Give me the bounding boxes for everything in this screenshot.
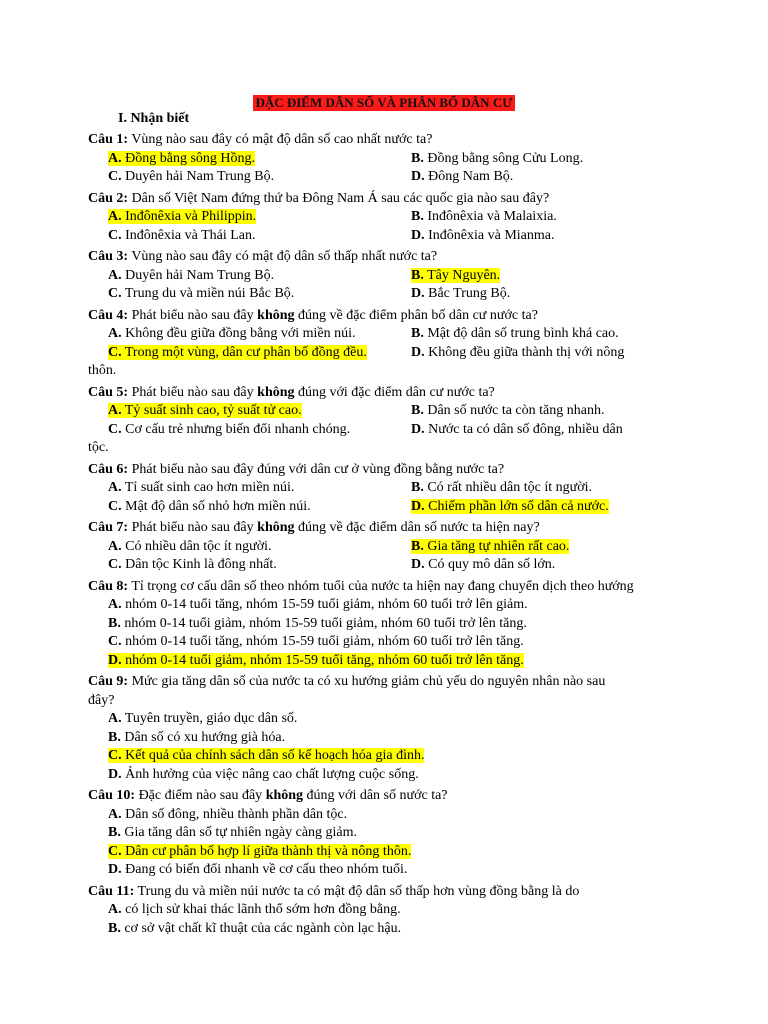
option-text: Dân cư phân bố hợp lí giữa thành thị và nông thôn. [125, 843, 412, 859]
question-keyword: không [257, 307, 295, 323]
answer-option-body [108, 422, 350, 437]
option-letter: C. [108, 286, 122, 301]
option-cell-right [411, 208, 688, 227]
question-text-post: đúng với dân số nước ta? [306, 788, 448, 803]
question-label: Câu 1: [88, 132, 129, 147]
option-row [88, 325, 688, 344]
option-row [88, 766, 688, 785]
option-cell-right [411, 150, 688, 169]
option-cell-right [411, 421, 688, 440]
answer-option [108, 480, 294, 495]
answer-option [108, 825, 357, 840]
option-cell-left [88, 498, 411, 517]
question-text-post: đúng về đặc điểm dân số nước ta hiện nay? [298, 520, 540, 535]
answer-highlight [108, 653, 524, 668]
answer-option-body [108, 499, 311, 514]
answer-option [108, 902, 401, 917]
option-text: Có rất nhiều dân tộc ít người. [427, 480, 593, 495]
option-text: Duyên hải Nam Trung Bộ. [125, 267, 275, 283]
answer-option-body [411, 403, 604, 418]
answer-option [108, 209, 256, 224]
option-letter: C. [108, 498, 122, 514]
question-text-post: đúng về đặc điểm phân bố dân cư nước ta? [298, 307, 538, 323]
option-letter: D. [108, 652, 122, 668]
option-text: Trung du và miền núi Bắc Bộ. [124, 286, 295, 301]
answer-option-body [108, 286, 294, 301]
option-text: Tuyên truyền, giáo dục dân số. [124, 711, 298, 726]
option-row [88, 538, 688, 557]
question-text: Mức gia tăng dân số của nước ta có xu hướng giảm chủ yếu do nguyên nhân nào sau [131, 674, 606, 689]
option-text: Mật độ dân số trung bình khá cao. [427, 326, 619, 341]
answer-option [411, 499, 609, 514]
option-letter: D. [411, 557, 425, 572]
answer-option-body [108, 268, 274, 283]
option-letter: B. [108, 920, 121, 936]
answer-option [108, 616, 527, 631]
question-label: Câu 8: [88, 578, 129, 594]
answer-highlight [411, 539, 569, 554]
option-text: Tây Nguyên. [427, 267, 501, 283]
option-row [88, 920, 688, 939]
answer-option [108, 151, 255, 166]
answer-option-body [411, 151, 583, 166]
option-text: Đồng bằng sông Cửu Long. [427, 150, 584, 166]
answer-option [108, 557, 277, 572]
option-cell-left [88, 479, 411, 498]
question-stem [88, 131, 688, 150]
option-letter: A. [108, 267, 122, 283]
question-label: Câu 7: [88, 520, 129, 535]
option-cell-right [411, 479, 688, 498]
question-stem [88, 248, 688, 267]
answer-option-body [108, 634, 524, 649]
option-row [88, 168, 688, 187]
option-letter: A. [108, 403, 122, 418]
option-letter: B. [411, 538, 424, 554]
option-row [88, 729, 688, 748]
option-letter: A. [108, 538, 122, 554]
option-text: nhóm 0-14 tuổi tăng, nhóm 15-59 tuổi giảm, nhóm 60 tuổi trở lên giảm. [125, 597, 528, 612]
option-cell-left [88, 267, 411, 286]
option-text: Gia tăng dân số tự nhiên ngày càng giảm. [124, 825, 358, 840]
option-letter: C. [108, 421, 122, 437]
question-text-post: đúng với đặc điểm dân cư nước ta? [298, 384, 495, 400]
option-text: Kết quả của chính sách dân số kế hoạch hóa gia đình. [125, 748, 425, 763]
answer-highlight [108, 403, 302, 418]
option-text: Inđônêxia và Mianma. [428, 227, 555, 243]
option-cell-right [411, 267, 688, 286]
option-letter: A. [108, 711, 122, 726]
option-text: Chiếm phần lớn số dân cả nước. [428, 498, 609, 514]
option-text: Đông Nam Bộ. [428, 169, 514, 184]
question-label: Câu 3: [88, 249, 129, 264]
question-keyword: không [257, 520, 295, 535]
option-cell-right [411, 325, 688, 344]
question-block [88, 578, 688, 671]
answer-option [108, 403, 302, 418]
question-text: Vùng nào sau đây có mật độ dân số thấp nhất nước ta? [131, 249, 438, 264]
question-block [88, 384, 688, 458]
option-cell-left [88, 168, 411, 187]
question-block [88, 461, 688, 517]
option-continuation: tộc. [88, 440, 109, 455]
answer-option [108, 499, 311, 514]
option-cell-left [88, 150, 411, 169]
answer-option-body [108, 807, 347, 822]
option-row [88, 479, 688, 498]
answer-option [411, 169, 513, 184]
answer-highlight [108, 151, 255, 166]
question-label: Câu 9: [88, 674, 129, 689]
option-letter: A. [108, 150, 122, 166]
answer-option-body [411, 169, 513, 184]
option-text: Không đều giữa đồng bằng với miền núi. [125, 326, 356, 341]
option-row [88, 901, 688, 920]
answer-option [108, 862, 407, 877]
option-letter: D. [411, 421, 425, 437]
option-letter: C. [108, 748, 122, 763]
option-letter: C. [108, 557, 122, 572]
option-row [88, 267, 688, 286]
option-text: Không đều giữa thành thị với nông [428, 344, 625, 360]
answer-option-body [108, 862, 407, 877]
answer-option-body [108, 616, 527, 631]
question-spacer [88, 938, 688, 941]
option-row [88, 615, 688, 634]
title-wrap [0, 94, 768, 112]
answer-option-body [411, 557, 555, 572]
option-letter: A. [108, 806, 122, 822]
answer-option-body [411, 209, 557, 224]
option-cell-left [88, 402, 411, 421]
answer-option-body [108, 825, 357, 840]
answer-option-body [108, 711, 297, 726]
option-cell-right [411, 498, 688, 517]
answer-option [411, 286, 510, 301]
answer-highlight [108, 345, 367, 360]
answer-option [411, 557, 555, 572]
question-text: Phát biểu nào sau đây đúng với dân cư ở vùng đồng bằng nước ta? [131, 461, 505, 477]
option-text: Đồng bằng sông Hồng. [125, 150, 256, 166]
option-letter: C. [108, 634, 122, 649]
question-label: Câu 6: [88, 461, 129, 477]
answer-option [411, 268, 500, 283]
answer-highlight [108, 748, 424, 763]
option-row [88, 806, 688, 825]
option-letter: D. [411, 227, 425, 243]
question-text: Trung du và miền núi nước ta có mật độ dân số thấp hơn vùng đồng bằng là do [137, 883, 580, 899]
question-text-pre: Phát biểu nào sau đây [131, 307, 254, 323]
question-label: Câu 4: [88, 307, 129, 323]
question-text-pre: Phát biểu nào sau đây [131, 384, 254, 400]
question-text-continuation: đây? [88, 692, 115, 708]
option-text: Ảnh hưởng của việc nâng cao chất lượng cuộc sống. [125, 766, 419, 782]
option-cell-right [411, 285, 688, 304]
answer-option [411, 480, 592, 495]
answer-option-body [108, 597, 528, 612]
option-text: Có quy mô dân số lớn. [428, 557, 556, 572]
option-continuation: thôn. [88, 363, 117, 378]
option-cell-left [88, 325, 411, 344]
option-letter: D. [411, 498, 425, 514]
option-letter: C. [108, 169, 122, 184]
question-text-pre: Phát biểu nào sau đây [131, 520, 254, 535]
option-text: Inđônêxia và Thái Lan. [125, 227, 256, 243]
option-letter: B. [108, 615, 121, 631]
option-letter: A. [108, 209, 122, 224]
answer-option [411, 209, 557, 224]
answer-option [108, 653, 524, 668]
question-stem [88, 384, 688, 403]
answer-option-body [108, 767, 419, 782]
option-row [88, 344, 688, 363]
option-letter: C. [108, 227, 122, 243]
option-cell-right [411, 556, 688, 575]
question-stem [88, 578, 688, 597]
option-letter: D. [411, 169, 425, 184]
answer-option [411, 228, 554, 243]
question-label: Câu 2: [88, 190, 129, 206]
option-text: nhóm 0-14 tuổi tăng, nhóm 15-59 tuổi giảm, nhóm 60 tuổi trở lên tăng. [125, 634, 524, 649]
answer-option [411, 422, 623, 437]
option-row [88, 824, 688, 843]
answer-option [108, 539, 272, 554]
option-text: cơ sở vật chất kĩ thuật của các ngành còn lạc hậu. [124, 920, 402, 936]
option-text: nhóm 0-14 tuổi giảm, nhóm 15-59 tuổi giảm, nhóm 60 tuổi trở lên tăng. [124, 615, 527, 631]
answer-option-body [108, 169, 274, 184]
answer-highlight [108, 844, 411, 859]
question-stem [88, 673, 688, 692]
question-keyword: không [265, 788, 304, 803]
answer-option [108, 228, 256, 243]
answer-option [108, 268, 274, 283]
option-text: Tỉ suất sinh cao hơn miền núi. [124, 480, 295, 495]
question-stem [88, 190, 688, 209]
option-text: Bắc Trung Bộ. [428, 286, 511, 301]
option-cell-left [88, 227, 411, 246]
option-letter: B. [411, 403, 424, 418]
option-text: Dân số nước ta còn tăng nhanh. [427, 403, 605, 418]
question-label: Câu 5: [88, 384, 129, 400]
option-cell-right [411, 538, 688, 557]
question-block [88, 248, 688, 304]
answer-option [411, 151, 583, 166]
option-text: Cơ cấu trẻ nhưng biến đổi nhanh chóng. [125, 421, 351, 437]
answer-option-body [108, 921, 401, 936]
option-letter: B. [411, 150, 424, 166]
option-letter: A. [108, 480, 122, 495]
option-letter: C. [108, 344, 122, 360]
answer-option [108, 730, 285, 745]
answer-option [108, 422, 350, 437]
option-text: Mật độ dân số nhỏ hơn miền núi. [125, 498, 311, 514]
option-letter: B. [108, 729, 121, 745]
option-cell-left [88, 556, 411, 575]
option-text: Đang có biến đổi nhanh về cơ cấu theo nhóm tuổi. [125, 862, 408, 877]
option-row [88, 633, 688, 652]
option-cell-right [411, 344, 688, 363]
option-row [88, 402, 688, 421]
answer-option-body [108, 539, 272, 554]
question-block [88, 673, 688, 784]
answer-option [108, 286, 294, 301]
question-text-pre: Đặc điểm nào sau đây [138, 788, 263, 803]
option-row [88, 747, 688, 766]
answer-option [108, 711, 297, 726]
question-stem [88, 519, 688, 538]
answer-option [108, 807, 347, 822]
answer-option-body [108, 557, 277, 572]
answer-option-body [108, 228, 256, 243]
document-title: ĐẶC ĐIỂM DÂN SỐ VÀ PHÂN BỐ DÂN CƯ [255, 95, 513, 110]
option-cell-left [88, 208, 411, 227]
option-row [88, 710, 688, 729]
answer-option-body [411, 345, 624, 360]
option-text: Inđônêxia và Philippin. [125, 209, 257, 224]
option-letter: B. [411, 326, 424, 341]
question-block [88, 190, 688, 246]
answer-option-body [108, 730, 285, 745]
answer-option [108, 169, 274, 184]
question-stem [88, 787, 688, 806]
option-letter: A. [108, 902, 122, 917]
option-row [88, 498, 688, 517]
option-text: có lịch sử khai thác lãnh thổ sớm hơn đồng bằng. [125, 902, 401, 917]
option-letter: D. [108, 862, 122, 877]
answer-option-body [108, 326, 356, 341]
answer-option [108, 767, 419, 782]
option-row [88, 150, 688, 169]
answer-option [108, 326, 356, 341]
option-row [88, 596, 688, 615]
answer-highlight [411, 268, 500, 283]
answer-option [411, 326, 619, 341]
answer-option-body [411, 286, 510, 301]
option-cell-left [88, 344, 411, 363]
option-text: Nước ta có dân số đông, nhiều dân [428, 421, 623, 437]
question-block [88, 787, 688, 880]
option-text: Dân số đông, nhiều thành phần dân tộc. [125, 806, 348, 822]
option-letter: A. [108, 326, 122, 341]
answer-highlight [108, 209, 256, 224]
question-text: Tỉ trọng cơ cấu dân số theo nhóm tuổi của nước ta hiện nay đang chuyển dịch theo hướng [131, 578, 634, 594]
answer-highlight [411, 499, 609, 514]
option-row [88, 285, 688, 304]
option-text: Duyên hải Nam Trung Bộ. [125, 169, 275, 184]
option-text: Trong một vùng, dân cư phân bố đồng đều. [124, 344, 367, 360]
answer-option-body [411, 326, 619, 341]
question-text: Vùng nào sau đây có mật độ dân số cao nhất nước ta? [131, 132, 433, 147]
option-letter: B. [411, 209, 424, 224]
option-text: nhóm 0-14 tuổi giảm, nhóm 15-59 tuổi tăng, nhóm 60 tuổi trở lên tăng. [125, 652, 524, 668]
option-cell-right [411, 402, 688, 421]
question-label: Câu 11: [88, 883, 135, 899]
question-block [88, 883, 688, 939]
option-letter: B. [411, 267, 424, 283]
option-letter: C. [108, 843, 122, 859]
option-cell-left [88, 421, 411, 440]
question-stem [88, 883, 688, 902]
option-text: Tỷ suất sinh cao, tỷ suất tử cao. [124, 403, 302, 418]
answer-option-body [108, 902, 401, 917]
answer-option-body [411, 480, 592, 495]
option-text: Dân số có xu hướng già hóa. [124, 729, 286, 745]
option-letter: D. [108, 766, 122, 782]
option-cell-left [88, 538, 411, 557]
question-text: Dân số Việt Nam đứng thứ ba Đông Nam Á sau các quốc gia nào sau đây? [131, 190, 550, 206]
option-cell-right [411, 168, 688, 187]
option-row [88, 652, 688, 671]
answer-option [411, 403, 604, 418]
option-row [88, 227, 688, 246]
option-row [88, 421, 688, 440]
option-text: Dân tộc Kinh là đông nhất. [125, 557, 277, 572]
option-letter: B. [411, 480, 424, 495]
section-heading: I. Nhận biết [118, 111, 190, 126]
question-block [88, 519, 688, 575]
option-text: Gia tăng tự nhiên rất cao. [427, 538, 570, 554]
question-stem [88, 461, 688, 480]
answer-option [108, 634, 524, 649]
question-list [88, 131, 688, 941]
option-row [88, 843, 688, 862]
option-row [88, 861, 688, 880]
answer-option-body [411, 228, 554, 243]
question-label: Câu 10: [88, 788, 136, 803]
option-letter: D. [411, 344, 425, 360]
answer-option-body [108, 480, 294, 495]
answer-option [108, 748, 424, 763]
option-cell-right [411, 227, 688, 246]
answer-option [411, 345, 624, 360]
option-cell-left [88, 285, 411, 304]
answer-option [108, 597, 528, 612]
option-letter: A. [108, 597, 122, 612]
question-stem [88, 307, 688, 326]
question-keyword: không [257, 384, 295, 400]
question-block [88, 131, 688, 187]
option-row [88, 556, 688, 575]
option-text: Inđônêxia và Malaixia. [427, 209, 557, 224]
question-block [88, 307, 688, 381]
option-letter: D. [411, 286, 425, 301]
answer-option [108, 921, 401, 936]
answer-option-body [411, 422, 623, 437]
option-text: Có nhiều dân tộc ít người. [125, 538, 272, 554]
option-row [88, 208, 688, 227]
answer-option [108, 345, 367, 360]
answer-option [108, 844, 411, 859]
option-letter: B. [108, 825, 121, 840]
answer-option [411, 539, 569, 554]
